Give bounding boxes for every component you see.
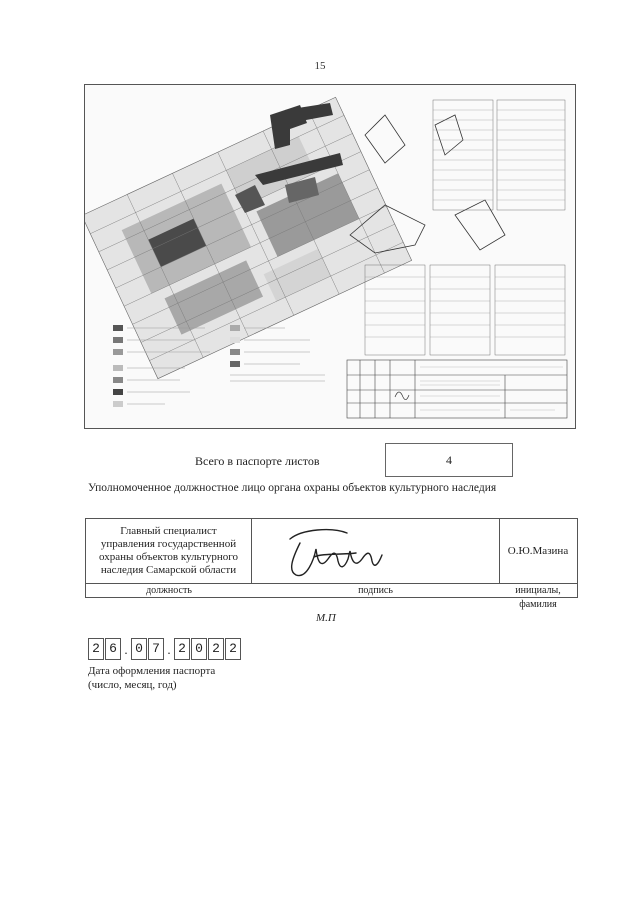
name-caption: инициалы, фамилия (515, 585, 561, 610)
official-heading: Уполномоченное должностное лицо органа охраны объектов культурного наследия (88, 482, 497, 494)
date-caption-line: Дата оформления паспорта (88, 665, 216, 677)
date-digit: 2 (225, 638, 241, 660)
position-line: охраны объектов культурного (99, 551, 238, 563)
sheets-count-value: 4 (385, 443, 513, 477)
position-line: наследия Самарской области (100, 564, 237, 576)
date-digit: 0 (191, 638, 207, 660)
date-digit: 7 (148, 638, 164, 660)
site-plan-image (84, 84, 576, 429)
date-separator: . (124, 642, 128, 657)
position-cell (86, 519, 252, 583)
page-number: 15 (314, 60, 326, 72)
stamp-label: М.П (316, 612, 336, 624)
date-digit: 6 (105, 638, 121, 660)
date-caption-line: (число, месяц, год) (88, 679, 177, 691)
title-block (347, 360, 567, 418)
date-digit: 2 (208, 638, 224, 660)
date-digit: 2 (174, 638, 190, 660)
date-caption (88, 664, 215, 692)
handwritten-signature (252, 519, 499, 583)
signature-cell (252, 519, 500, 583)
caption-row (86, 583, 577, 610)
signature-table (85, 518, 578, 610)
map-area (85, 97, 412, 378)
position-caption: должность (146, 585, 192, 596)
date-digit: 2 (88, 638, 104, 660)
site-plan-drawing (85, 85, 575, 428)
date-separator: . (167, 642, 171, 657)
date-digit: 0 (131, 638, 147, 660)
signature-caption: подпись (358, 585, 393, 596)
name-cell: О.Ю.Мазина (507, 545, 569, 557)
sheets-count-label: Всего в паспорте листов (195, 454, 320, 468)
position-line: Главный специалист (120, 525, 217, 537)
date-boxes (88, 636, 242, 660)
position-line: управления государственной (100, 538, 237, 550)
